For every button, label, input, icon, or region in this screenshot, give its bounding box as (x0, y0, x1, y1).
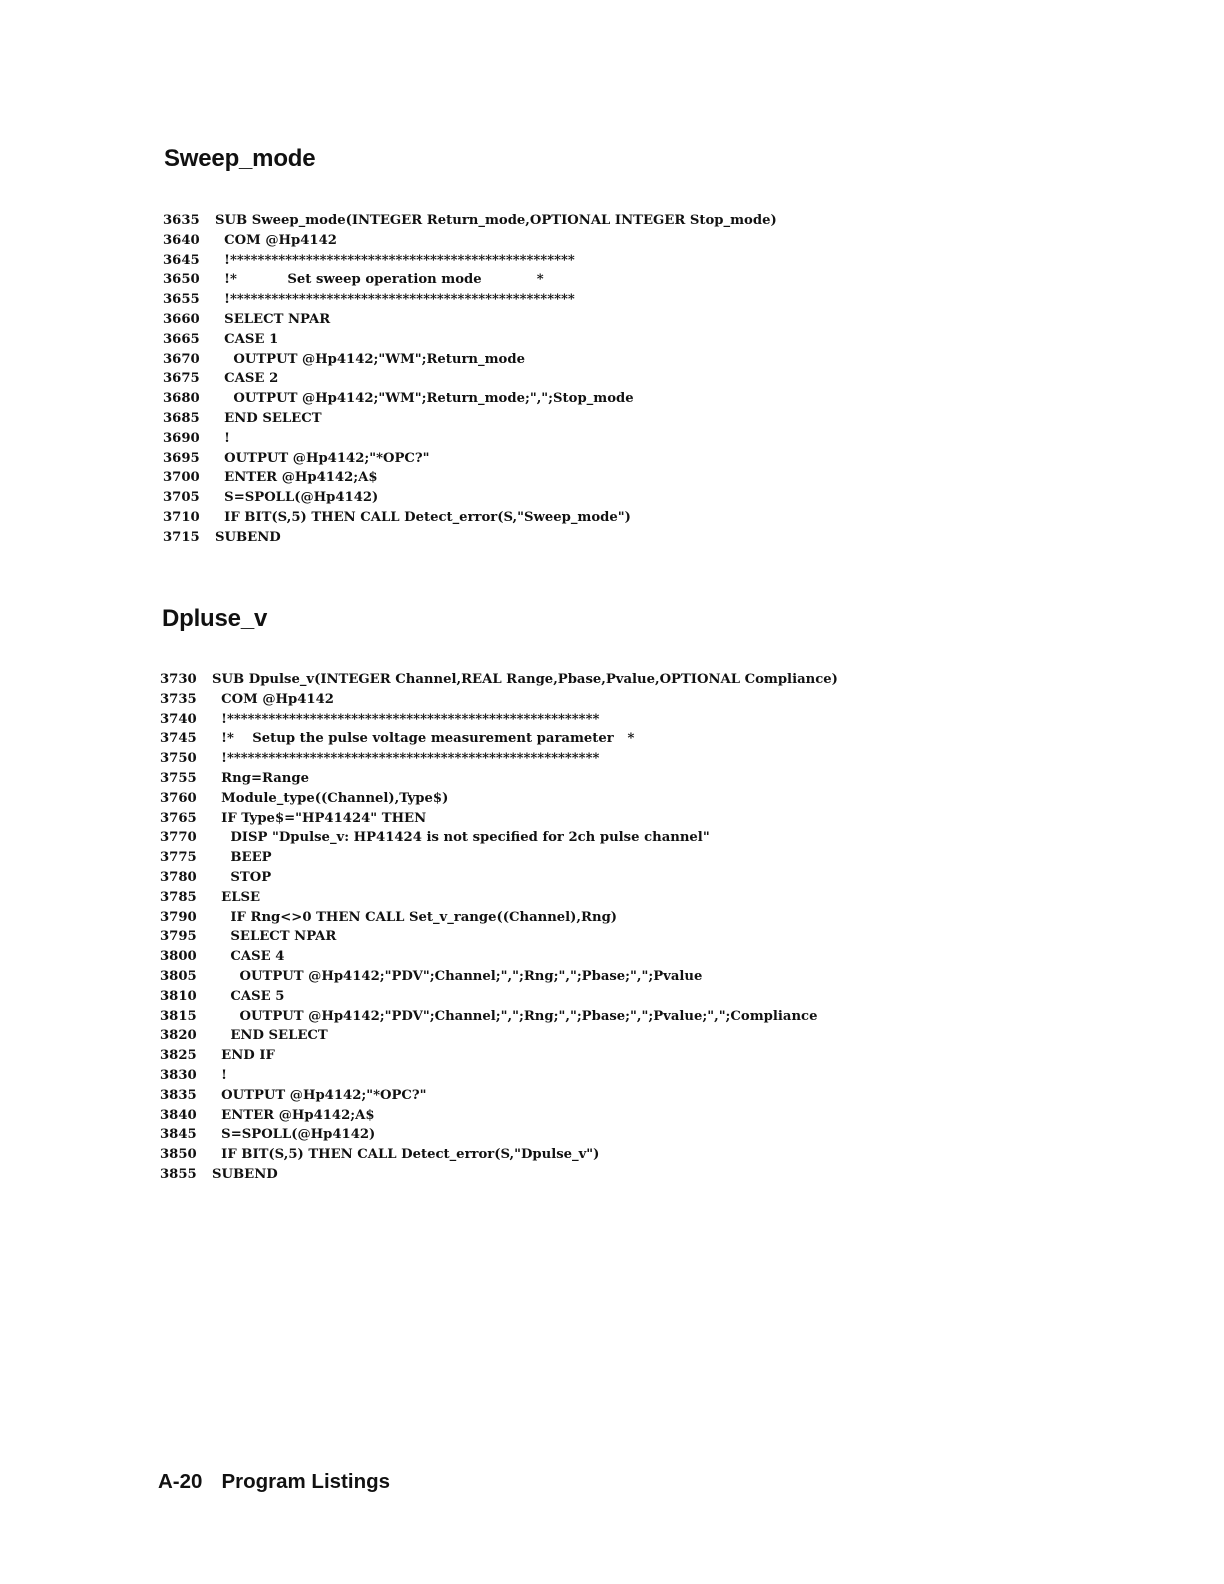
code-line (160, 987, 838, 1007)
line-code: IF BIT(S,5) THEN CALL Detect_error(S,"Dpulse_v") (212, 1147, 600, 1163)
line-number: 3820 (160, 1028, 197, 1044)
line-code: DISP "Dpulse_v: HP41424 is not specified for 2ch pulse channel" (212, 830, 710, 846)
code-line (160, 1145, 838, 1165)
line-number: 3850 (160, 1147, 197, 1163)
line-number: 3695 (163, 450, 200, 466)
code-line (160, 868, 838, 888)
line-code: SUBEND (215, 529, 281, 545)
line-number: 3835 (160, 1087, 197, 1103)
line-code: CASE 5 (212, 988, 285, 1004)
line-number: 3735 (160, 691, 197, 707)
line-number: 3800 (160, 949, 197, 965)
line-code: END SELECT (212, 1028, 328, 1044)
line-number: 3740 (160, 711, 197, 727)
line-code: STOP (212, 869, 272, 885)
line-code: !************************************************** (215, 252, 575, 268)
code-line (160, 1066, 838, 1086)
line-number: 3645 (163, 252, 200, 268)
line-code: OUTPUT @Hp4142;"*OPC?" (212, 1087, 427, 1103)
line-number: 3660 (163, 311, 200, 327)
line-code: CASE 1 (215, 331, 279, 347)
code-line (160, 1165, 838, 1185)
code-line (163, 449, 777, 469)
code-line (160, 967, 838, 987)
line-code: !****************************************************** (212, 751, 600, 767)
section-title-sweep-mode: Sweep_mode (164, 145, 316, 172)
code-line (163, 508, 777, 528)
line-number: 3650 (163, 272, 200, 288)
code-line (160, 809, 838, 829)
line-code: OUTPUT @Hp4142;"WM";Return_mode (215, 351, 525, 367)
line-code: IF BIT(S,5) THEN CALL Detect_error(S,"Sweep_mode") (215, 509, 631, 525)
line-code: Rng=Range (212, 770, 310, 786)
line-code: IF Type$="HP41424" THEN (212, 810, 427, 826)
line-number: 3680 (163, 391, 200, 407)
line-number: 3700 (163, 470, 200, 486)
code-line (163, 350, 777, 370)
line-number: 3755 (160, 770, 197, 786)
line-code: ! (212, 1067, 227, 1083)
line-code: OUTPUT @Hp4142;"*OPC?" (215, 450, 430, 466)
line-number: 3825 (160, 1048, 197, 1064)
footer-page-number: A-20 (158, 1470, 203, 1493)
page-footer (158, 1470, 390, 1494)
line-number: 3760 (160, 790, 197, 806)
line-code: CASE 4 (212, 949, 285, 965)
line-code: ENTER @Hp4142;A$ (215, 470, 378, 486)
line-code: SELECT NPAR (215, 311, 331, 327)
line-number: 3840 (160, 1107, 197, 1123)
line-code: SUB Sweep_mode(INTEGER Return_mode,OPTIONAL INTEGER Stop_mode) (215, 213, 777, 228)
line-code: S=SPOLL(@Hp4142) (215, 490, 379, 506)
line-number: 3715 (163, 529, 200, 545)
line-number: 3690 (163, 430, 200, 446)
code-line (160, 789, 838, 809)
line-code: OUTPUT @Hp4142;"WM";Return_mode;",";Stop_mode (215, 391, 634, 407)
code-line (160, 710, 838, 730)
line-number: 3745 (160, 731, 197, 747)
code-line (160, 1046, 838, 1066)
line-number: 3710 (163, 509, 200, 525)
code-line (163, 488, 777, 508)
line-code: IF Rng<>0 THEN CALL Set_v_range((Channel),Rng) (212, 909, 618, 925)
code-line (160, 729, 838, 749)
line-code: END SELECT (215, 410, 322, 426)
line-code: END IF (212, 1048, 275, 1064)
code-line (160, 1125, 838, 1145)
code-line (163, 409, 777, 429)
line-number: 3655 (163, 292, 200, 308)
line-code: CASE 2 (215, 371, 279, 387)
line-number: 3770 (160, 830, 197, 846)
line-code: COM @Hp4142 (215, 232, 337, 248)
line-number: 3815 (160, 1008, 197, 1024)
line-code: ! (215, 430, 230, 446)
line-code: SUBEND (212, 1166, 278, 1182)
line-number: 3665 (163, 331, 200, 347)
code-line (163, 270, 777, 290)
code-line (160, 1106, 838, 1126)
code-line (163, 231, 777, 251)
code-line (163, 251, 777, 271)
line-code: BEEP (212, 850, 272, 866)
line-code: SUB Dpulse_v(INTEGER Channel,REAL Range,Pbase,Pvalue,OPTIONAL Compliance) (212, 672, 838, 687)
code-line (163, 369, 777, 389)
code-line (163, 429, 777, 449)
line-code: ENTER @Hp4142;A$ (212, 1107, 375, 1123)
code-line (160, 670, 838, 690)
line-code: !* Setup the pulse voltage measurement parameter * (212, 731, 635, 747)
code-listing-sweep-mode (163, 211, 777, 548)
code-line (160, 828, 838, 848)
code-line (163, 468, 777, 488)
code-listing-dpluse-v (160, 670, 838, 1185)
code-line (163, 290, 777, 310)
code-line (160, 749, 838, 769)
line-code: !************************************************** (215, 292, 575, 308)
line-code: S=SPOLL(@Hp4142) (212, 1127, 376, 1143)
line-number: 3795 (160, 929, 197, 945)
code-line (160, 690, 838, 710)
line-number: 3685 (163, 410, 200, 426)
line-number: 3750 (160, 751, 197, 767)
code-line (160, 927, 838, 947)
code-line (163, 389, 777, 409)
line-code: !****************************************************** (212, 711, 600, 727)
line-code: ELSE (212, 889, 261, 905)
code-line (160, 888, 838, 908)
line-number: 3635 (163, 213, 200, 228)
line-code: !* Set sweep operation mode * (215, 272, 544, 288)
line-number: 3780 (160, 869, 197, 885)
code-line (160, 908, 838, 928)
line-number: 3765 (160, 810, 197, 826)
line-number: 3830 (160, 1067, 197, 1083)
line-number: 3785 (160, 889, 197, 905)
line-code: OUTPUT @Hp4142;"PDV";Channel;",";Rng;",";Pbase;",";Pvalue;",";Compliance (212, 1008, 818, 1024)
code-line (160, 848, 838, 868)
code-line (160, 947, 838, 967)
code-line (163, 211, 777, 231)
code-line (160, 1086, 838, 1106)
code-line (163, 528, 777, 548)
footer-title: Program Listings (221, 1470, 391, 1493)
line-number: 3730 (160, 672, 197, 687)
line-number: 3670 (163, 351, 200, 367)
code-line (163, 330, 777, 350)
line-number: 3805 (160, 968, 197, 984)
section-title-dpluse-v: Dpluse_v (162, 605, 268, 632)
line-number: 3775 (160, 850, 197, 866)
line-code: SELECT NPAR (212, 929, 337, 945)
code-line (160, 769, 838, 789)
line-code: Module_type((Channel),Type$) (212, 790, 449, 806)
code-line (163, 310, 777, 330)
line-number: 3705 (163, 490, 200, 506)
code-line (160, 1007, 838, 1027)
line-number: 3855 (160, 1166, 197, 1182)
line-code: COM @Hp4142 (212, 691, 334, 707)
line-number: 3790 (160, 909, 197, 925)
line-number: 3640 (163, 232, 200, 248)
line-number: 3675 (163, 371, 200, 387)
line-code: OUTPUT @Hp4142;"PDV";Channel;",";Rng;",";Pbase;",";Pvalue (212, 968, 703, 984)
code-line (160, 1026, 838, 1046)
line-number: 3810 (160, 988, 197, 1004)
line-number: 3845 (160, 1127, 197, 1143)
